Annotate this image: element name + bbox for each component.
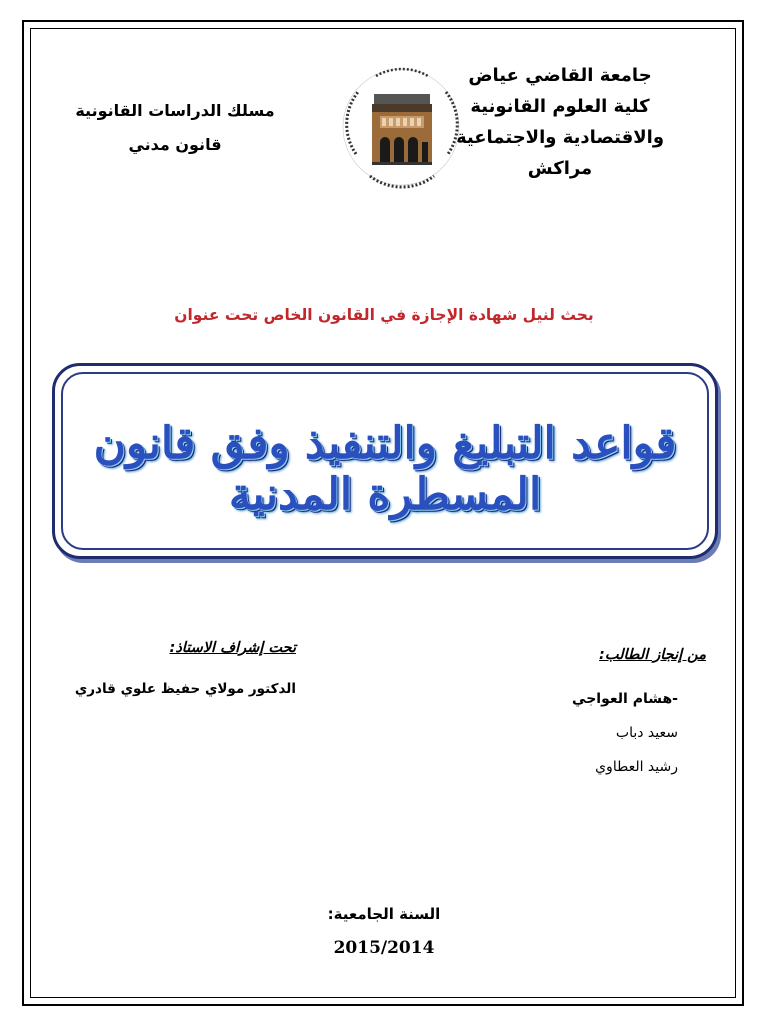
branch-block	[55, 94, 295, 162]
city: مراكش	[527, 158, 593, 179]
university-name: جامعة القاضي عياض	[468, 65, 652, 86]
student-name: رشيد العطاوي	[595, 759, 678, 775]
title-frame	[52, 363, 718, 559]
university-seal-logo	[336, 62, 466, 192]
student-name: -هشام العواجي	[572, 691, 678, 707]
track-name: مسلك الدراسات القانونية	[75, 101, 275, 120]
students-label: من إنجاز الطالب:	[599, 647, 706, 663]
subject-name: قانون مدني	[128, 135, 222, 154]
thesis-title: قواعد التبليغ والتنفيذ وفق قانون المسطرة المدنية	[93, 418, 677, 520]
supervisor-label: تحت إشراف الاستاذ:	[169, 640, 296, 656]
academic-year: 2015/2014	[333, 938, 435, 958]
student-name: سعيد دباب	[615, 725, 678, 741]
faculty-line-2: والاقتصادية والاجتماعية	[455, 127, 665, 148]
students-list	[478, 682, 678, 784]
academic-year-label: السنة الجامعية:	[327, 905, 441, 923]
supervisor-name: الدكتور مولاي حفيظ علوي قادري	[74, 681, 296, 697]
faculty-line-1: كلية العلوم القانونية	[470, 96, 650, 117]
thesis-subtitle: بحث لنيل شهادة الإجازة في القانون الخاص تحت عنوان	[174, 306, 594, 324]
university-block	[430, 60, 690, 184]
